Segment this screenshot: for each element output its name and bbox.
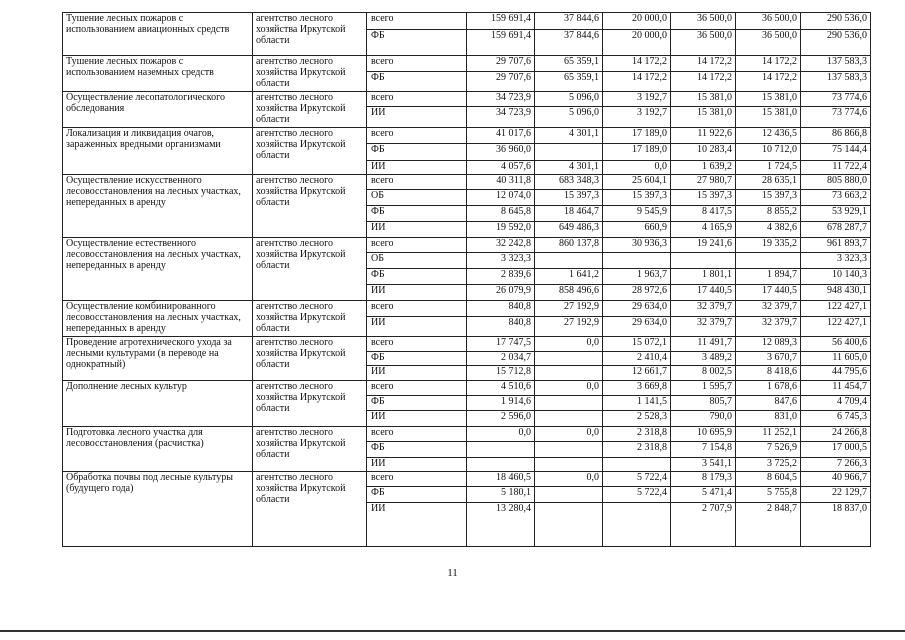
measure-name: Дополнение лесных культур (63, 381, 253, 427)
year-value: 7 526,9 (736, 442, 801, 458)
total-value: 10 140,3 (801, 269, 871, 285)
funding-source: ФБ (367, 442, 467, 458)
total-value: 290 536,0 (801, 30, 871, 56)
year-value: 17 189,0 (603, 144, 671, 161)
year-value: 5 180,1 (467, 487, 535, 503)
year-value: 15 397,3 (603, 190, 671, 206)
year-value: 15 381,0 (736, 107, 801, 128)
year-value: 14 172,2 (603, 72, 671, 92)
year-value: 858 496,6 (535, 285, 603, 301)
executor: агентство лесного хозяйства Иркутской области (253, 175, 367, 238)
year-value: 1 801,1 (671, 269, 736, 285)
year-value: 15 381,0 (671, 92, 736, 107)
total-value: 3 323,3 (801, 253, 871, 269)
year-value: 4 510,6 (467, 381, 535, 396)
year-value: 5 096,0 (535, 92, 603, 107)
year-value: 28 635,1 (736, 175, 801, 190)
year-value: 0,0 (535, 427, 603, 442)
table-row (63, 56, 871, 72)
year-value: 12 089,3 (736, 337, 801, 352)
funding-source: ФБ (367, 144, 467, 161)
year-value: 2 034,7 (467, 352, 535, 366)
year-value: 11 252,1 (736, 427, 801, 442)
total-value: 678 287,7 (801, 222, 871, 238)
year-value: 5 755,8 (736, 487, 801, 503)
funding-source: всего (367, 92, 467, 107)
total-value: 7 266,3 (801, 458, 871, 472)
year-value (535, 442, 603, 458)
measure-name: Подготовка лесного участка для лесовосстановления (расчистка) (63, 427, 253, 472)
measure-name: Обработка почвы под лесные культуры (будущего года) (63, 472, 253, 547)
year-value: 8 645,8 (467, 206, 535, 222)
year-value: 15 397,3 (535, 190, 603, 206)
year-value (535, 487, 603, 503)
year-value: 32 379,7 (671, 301, 736, 317)
year-value: 3 489,2 (671, 352, 736, 366)
year-value: 12 074,0 (467, 190, 535, 206)
year-value: 32 379,7 (736, 301, 801, 317)
year-value: 5 722,4 (603, 472, 671, 487)
year-value: 34 723,9 (467, 92, 535, 107)
measure-name: Осуществление естественного лесовосстановления на лесных участках, непереданных в аренду (63, 238, 253, 301)
year-value: 36 500,0 (671, 13, 736, 30)
funding-source: ФБ (367, 72, 467, 92)
year-value: 14 172,2 (603, 56, 671, 72)
year-value (535, 253, 603, 269)
year-value: 32 242,8 (467, 238, 535, 253)
year-value: 1 141,5 (603, 396, 671, 411)
year-value: 15 072,1 (603, 337, 671, 352)
year-value: 3 725,2 (736, 458, 801, 472)
measure-name: Осуществление искусственного лесовосстановления на лесных участках, непереданных в аренду (63, 175, 253, 238)
year-value (535, 352, 603, 366)
year-value (535, 396, 603, 411)
funding-source: ИИ (367, 107, 467, 128)
measure-name: Тушение лесных пожаров с использованием авиационных средств (63, 13, 253, 56)
year-value (603, 253, 671, 269)
year-value: 1 894,7 (736, 269, 801, 285)
year-value: 36 500,0 (736, 30, 801, 56)
year-value: 20 000,0 (603, 13, 671, 30)
total-value: 22 129,7 (801, 487, 871, 503)
table-row (63, 427, 871, 442)
executor: агентство лесного хозяйства Иркутской области (253, 13, 367, 56)
year-value: 860 137,8 (535, 238, 603, 253)
year-value: 15 712,8 (467, 366, 535, 381)
year-value: 14 172,2 (671, 56, 736, 72)
year-value: 14 172,2 (736, 72, 801, 92)
year-value: 29 634,0 (603, 301, 671, 317)
year-value: 40 311,8 (467, 175, 535, 190)
year-value: 10 695,9 (671, 427, 736, 442)
funding-source: ОБ (367, 253, 467, 269)
total-value: 73 663,2 (801, 190, 871, 206)
year-value: 0,0 (535, 381, 603, 396)
executor: агентство лесного хозяйства Иркутской области (253, 301, 367, 337)
year-value: 17 440,5 (736, 285, 801, 301)
year-value: 660,9 (603, 222, 671, 238)
year-value: 2 318,8 (603, 442, 671, 458)
total-value: 137 583,3 (801, 72, 871, 92)
funding-source: ИИ (367, 317, 467, 337)
funding-source: ИИ (367, 366, 467, 381)
table-row (63, 128, 871, 144)
total-value: 6 745,3 (801, 411, 871, 427)
year-value: 1 639,2 (671, 161, 736, 175)
total-value: 137 583,3 (801, 56, 871, 72)
year-value: 36 960,0 (467, 144, 535, 161)
year-value: 1 914,6 (467, 396, 535, 411)
year-value: 26 079,9 (467, 285, 535, 301)
year-value: 840,8 (467, 317, 535, 337)
total-value: 122 427,1 (801, 317, 871, 337)
year-value: 32 379,7 (736, 317, 801, 337)
measure-name: Локализация и ликвидация очагов, зараженных вредными организмами (63, 128, 253, 175)
year-value: 41 017,6 (467, 128, 535, 144)
year-value: 32 379,7 (671, 317, 736, 337)
table-row (63, 472, 871, 487)
year-value: 8 855,2 (736, 206, 801, 222)
total-value: 53 929,1 (801, 206, 871, 222)
year-value: 1 678,6 (736, 381, 801, 396)
year-value: 29 634,0 (603, 317, 671, 337)
year-value: 34 723,9 (467, 107, 535, 128)
funding-source: всего (367, 128, 467, 144)
year-value: 65 359,1 (535, 72, 603, 92)
year-value: 28 972,6 (603, 285, 671, 301)
year-value: 19 241,6 (671, 238, 736, 253)
table-row (63, 92, 871, 107)
funding-source: всего (367, 301, 467, 317)
total-value: 86 866,8 (801, 128, 871, 144)
year-value: 36 500,0 (736, 13, 801, 30)
year-value (535, 503, 603, 547)
funding-source: всего (367, 175, 467, 190)
year-value (535, 411, 603, 427)
year-value: 12 661,7 (603, 366, 671, 381)
year-value: 4 301,1 (535, 128, 603, 144)
year-value: 1 724,5 (736, 161, 801, 175)
year-value: 15 397,3 (736, 190, 801, 206)
year-value: 4 382,6 (736, 222, 801, 238)
total-value: 11 454,7 (801, 381, 871, 396)
year-value (603, 503, 671, 547)
year-value: 159 691,4 (467, 30, 535, 56)
page-number: 11 (447, 567, 458, 579)
year-value: 19 592,0 (467, 222, 535, 238)
year-value: 65 359,1 (535, 56, 603, 72)
funding-source: всего (367, 381, 467, 396)
table-row (63, 238, 871, 253)
table-row (63, 13, 871, 30)
total-value: 17 000,5 (801, 442, 871, 458)
measure-name: Осуществление комбинированного лесовосстановления на лесных участках, непереданных в аренду (63, 301, 253, 337)
total-value: 73 774,6 (801, 107, 871, 128)
year-value: 15 381,0 (671, 107, 736, 128)
year-value: 8 179,3 (671, 472, 736, 487)
year-value: 18 460,5 (467, 472, 535, 487)
year-value: 649 486,3 (535, 222, 603, 238)
year-value (535, 366, 603, 381)
year-value (535, 144, 603, 161)
table-row (63, 175, 871, 190)
year-value: 8 604,5 (736, 472, 801, 487)
funding-source: ИИ (367, 411, 467, 427)
executor: агентство лесного хозяйства Иркутской области (253, 427, 367, 472)
year-value: 19 335,2 (736, 238, 801, 253)
year-value: 12 436,5 (736, 128, 801, 144)
funding-source: всего (367, 337, 467, 352)
total-value: 75 144,4 (801, 144, 871, 161)
year-value: 3 670,7 (736, 352, 801, 366)
year-value: 8 418,6 (736, 366, 801, 381)
executor: агентство лесного хозяйства Иркутской области (253, 472, 367, 547)
total-value: 290 536,0 (801, 13, 871, 30)
year-value: 27 192,9 (535, 301, 603, 317)
year-value: 10 283,4 (671, 144, 736, 161)
total-value: 122 427,1 (801, 301, 871, 317)
year-value (671, 253, 736, 269)
year-value: 2 410,4 (603, 352, 671, 366)
year-value: 805,7 (671, 396, 736, 411)
year-value: 17 747,5 (467, 337, 535, 352)
year-value: 2 318,8 (603, 427, 671, 442)
total-value: 73 774,6 (801, 92, 871, 107)
funding-source: ФБ (367, 269, 467, 285)
measure-name: Проведение агротехнического ухода за лесными культурами (в переводе на однократный) (63, 337, 253, 381)
year-value: 7 154,8 (671, 442, 736, 458)
year-value: 1 595,7 (671, 381, 736, 396)
funding-source: ИИ (367, 222, 467, 238)
year-value: 683 348,3 (535, 175, 603, 190)
year-value: 3 669,8 (603, 381, 671, 396)
year-value: 1 641,2 (535, 269, 603, 285)
total-value: 11 722,4 (801, 161, 871, 175)
year-value (467, 442, 535, 458)
year-value: 4 165,9 (671, 222, 736, 238)
year-value: 37 844,6 (535, 30, 603, 56)
year-value: 10 712,0 (736, 144, 801, 161)
total-value: 24 266,8 (801, 427, 871, 442)
year-value: 840,8 (467, 301, 535, 317)
year-value: 3 541,1 (671, 458, 736, 472)
year-value: 2 839,6 (467, 269, 535, 285)
year-value: 13 280,4 (467, 503, 535, 547)
year-value: 30 936,3 (603, 238, 671, 253)
funding-source: ИИ (367, 161, 467, 175)
year-value: 4 057,6 (467, 161, 535, 175)
executor: агентство лесного хозяйства Иркутской области (253, 56, 367, 92)
bottom-border-line (0, 630, 905, 632)
total-value: 805 880,0 (801, 175, 871, 190)
year-value: 27 192,9 (535, 317, 603, 337)
total-value: 18 837,0 (801, 503, 871, 547)
executor: агентство лесного хозяйства Иркутской области (253, 337, 367, 381)
funding-source: ФБ (367, 206, 467, 222)
funding-source: ФБ (367, 30, 467, 56)
year-value: 847,6 (736, 396, 801, 411)
executor: агентство лесного хозяйства Иркутской области (253, 238, 367, 301)
measure-name: Тушение лесных пожаров с использованием наземных средств (63, 56, 253, 92)
year-value: 17 189,0 (603, 128, 671, 144)
total-value: 44 795,6 (801, 366, 871, 381)
year-value: 5 471,4 (671, 487, 736, 503)
funding-source: ОБ (367, 190, 467, 206)
executor: агентство лесного хозяйства Иркутской области (253, 381, 367, 427)
year-value (736, 253, 801, 269)
year-value (603, 458, 671, 472)
year-value: 0,0 (603, 161, 671, 175)
funding-source: ФБ (367, 352, 467, 366)
year-value: 36 500,0 (671, 30, 736, 56)
funding-source: ИИ (367, 503, 467, 547)
year-value: 0,0 (535, 337, 603, 352)
table-row (63, 337, 871, 352)
year-value: 25 604,1 (603, 175, 671, 190)
funding-source: всего (367, 427, 467, 442)
funding-source: всего (367, 56, 467, 72)
funding-source: всего (367, 13, 467, 30)
total-value: 961 893,7 (801, 238, 871, 253)
total-value: 40 966,7 (801, 472, 871, 487)
funding-source: ИИ (367, 285, 467, 301)
table-row (63, 301, 871, 317)
total-value: 56 400,6 (801, 337, 871, 352)
year-value: 8 417,5 (671, 206, 736, 222)
year-value: 2 596,0 (467, 411, 535, 427)
total-value: 4 709,4 (801, 396, 871, 411)
budget-table (62, 12, 871, 547)
funding-source: ФБ (367, 487, 467, 503)
year-value: 2 707,9 (671, 503, 736, 547)
year-value: 14 172,2 (671, 72, 736, 92)
year-value: 37 844,6 (535, 13, 603, 30)
measure-name: Осуществление лесопатологического обследования (63, 92, 253, 128)
year-value: 18 464,7 (535, 206, 603, 222)
year-value: 3 192,7 (603, 92, 671, 107)
total-value: 11 605,0 (801, 352, 871, 366)
year-value: 15 381,0 (736, 92, 801, 107)
year-value: 20 000,0 (603, 30, 671, 56)
year-value: 29 707,6 (467, 56, 535, 72)
year-value: 15 397,3 (671, 190, 736, 206)
total-value: 948 430,1 (801, 285, 871, 301)
year-value: 4 301,1 (535, 161, 603, 175)
year-value: 29 707,6 (467, 72, 535, 92)
year-value: 27 980,7 (671, 175, 736, 190)
year-value: 14 172,2 (736, 56, 801, 72)
year-value: 3 323,3 (467, 253, 535, 269)
year-value (535, 458, 603, 472)
funding-source: всего (367, 238, 467, 253)
funding-source: всего (367, 472, 467, 487)
year-value: 0,0 (535, 472, 603, 487)
funding-source: ФБ (367, 396, 467, 411)
year-value: 2 848,7 (736, 503, 801, 547)
year-value: 790,0 (671, 411, 736, 427)
year-value: 8 002,5 (671, 366, 736, 381)
year-value: 9 545,9 (603, 206, 671, 222)
year-value: 159 691,4 (467, 13, 535, 30)
year-value: 17 440,5 (671, 285, 736, 301)
year-value: 1 963,7 (603, 269, 671, 285)
funding-source: ИИ (367, 458, 467, 472)
table-row (63, 381, 871, 396)
year-value: 11 922,6 (671, 128, 736, 144)
year-value: 2 528,3 (603, 411, 671, 427)
year-value (467, 458, 535, 472)
year-value: 3 192,7 (603, 107, 671, 128)
year-value: 5 722,4 (603, 487, 671, 503)
executor: агентство лесного хозяйства Иркутской области (253, 92, 367, 128)
year-value: 5 096,0 (535, 107, 603, 128)
year-value: 831,0 (736, 411, 801, 427)
year-value: 0,0 (467, 427, 535, 442)
executor: агентство лесного хозяйства Иркутской области (253, 128, 367, 175)
year-value: 11 491,7 (671, 337, 736, 352)
